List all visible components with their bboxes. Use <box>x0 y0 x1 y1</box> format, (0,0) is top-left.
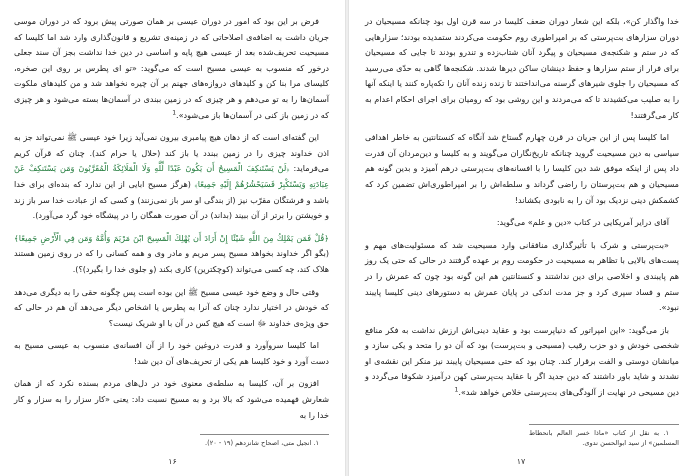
paragraph: این گفته‌ای است که از دهان هیچ پیامبری بیرون نمی‌آید زیرا خود عیسی ﷺ نمی‌تواند جز به اذن خداوند چیزی را در زمین ببندد یا باز کند (حلال یا حرام کند). چنان که قرآن کریم می‌فرماید: ﴿لَنْ يَسْتَنكِفَ الْمَسِيحُ أَن يَكُونَ عَبْدًا لِّلَّهِ وَلَا الْمَلَائِكَةُ الْمُقَرَّبُونَ وَمَن يَسْتَنكِفْ عَنْ عِبَادَتِهِ وَيَسْتَكْبِرْ فَسَيَحْشُرُهُمْ إِلَيْهِ جَمِيعًا﴾ (هرگز مسیح ابایی از این ندارد که بنده‌ای برای خدا باشد و فرشتگان مقرّب نیز (از بندگی او سر باز نمی‌زنند) و کسی که از عبادت خدا سر باز زند و خویشتن را برتر از آن ببیند (بداند) در آن صورت همگان را در پیشگاه خود گرد می‌آورد). <box>14 132 329 221</box>
quran-verse: ﴿قُلْ فَمَن يَمْلِكُ مِنَ اللَّهِ شَيْئًا إِنْ أَرَادَ أَن يُهْلِكَ الْمَسِيحَ ابْنَ مَرْيَمَ وَأُمَّهُ وَمَن فِي الْأَرْضِ جَمِيعًا﴾ <box>14 232 329 243</box>
paragraph: خدا واگذار کن»، بلکه این شعار دوران ضعف کلیسا در سه قرن اول بود چنانکه مسیحیان در دوران سزارهای بت‌پرستی که بر امپراطوری روم حکومت می‌کردند ستمدیده بودند؛ سزارهایی که در ستم و شکنجه‌ی مسیحیان و پیگرد آنان شتاب‌زده و تندرو بودند تا جایی که مسیحیان برای فرار از ستم سزارها و حفظ دینشان ساکن دیرها شدند. شکنجه‌ها گاهی به حدّی می‌رسید که مسیحیان را جلوی شیرهای گرسنه می‌انداختند تا زنده زنده آنان را تکه‌پاره کنند یا اینکه آنها را به صلیب می‌کشیدند تا که می‌مردند و این روشی بود که رومیان برای اجرای احکام اعدام به کار می‌گرفتند! <box>365 16 679 120</box>
paragraph: افزون بر آن، کلیسا به سلطه‌ی معنوی خود در دل‌های مردم بسنده نکرد که از همان شعارش فهمیده می‌شود که بالا برد و به مسیح نسبت داد: یعنی «کار سزار را به سزار و کار خدا را به <box>14 378 329 420</box>
quote-paragraph: «بت‌پرستی و شرک با تأثیرگذاری منافقانی وارد مسیحیت شد که مسئولیت‌های مهم و پست‌های بالایی با تظاهر به مسیحیت در حکومت روم بر عهده گرفتند در حالی که حتی یک روز هم پایبندی و اخلاصی برای دین نداشتند و کنستانتین هم این گونه بود چون که عمرش را در ستم و فساد سپری کرد و جز مدت اندکی در پایان عمرش به دستورهای دینی کلیسا پایبند نبود». <box>365 239 679 313</box>
footnote-ref[interactable]: 1 <box>172 108 177 116</box>
footnote-area <box>529 424 679 448</box>
paragraph: باز می‌گوید: «این امپراتور که دنیاپرست بود و عقاید دینی‌اش ارزش نداشت به فکر منافع شخصی خودش و دو حزب رقیب (مسیحی و بت‌پرست) بود که آن دو را متحد و یکی سازد و میانشان دوستی و الفت برقرار کند. چنان بود که حتی مسیحیان پایبند نیز منکر این نقشه‌ی او نشدند و شاید باور داشتند که دین جدید اگر با عقاید بت‌پرستی کهن درآمیزد شکوفا می‌گردد و دین مسیحی در نهایت از آلودگی‌های بت‌پرستی خلاص خواهد شد».$^1$ <box>365 324 679 398</box>
paragraph: فرض بر این بود که امور در دوران عیسی بر همان صورتی پیش برود که در دوران موسی جریان داشت به اضافه‌ی اصلاحاتی که در زمینه‌ی تشریع و قانون‌گذاری وارد شد اما کلیسا که مسیحیت تحریف‌شده بعد از عیسی هیچ پایه و اساسی در دین خدا نداشت بجز آن سند جعلی درخور که منسوب به عیسی مسیح است که می‌گوید: «تو ای پطرس بر روی این صخره، کلیسای مرا بنا کن و کلیدهای دروازه‌های جهنم بر آن چیره نخواهد شد و من کلیدهای ملکوت آسمان‌ها را به تو می‌دهم و هر چیزی که در زمین ببندی در آسمان‌ها بسته می‌شود و هر چیزی که در زمین باز کنی در آسمان‌ها باز می‌شود».$^1$ <box>14 16 329 120</box>
footnote-ref[interactable]: 1 <box>454 386 459 394</box>
right-page <box>349 0 693 476</box>
page-number: ۱۷ <box>516 457 526 466</box>
paragraph: وقتی حال و وضع خود عیسی مسیح ﷺ این بوده است پس چگونه حقی را به دیگری می‌دهد که خودش در اختیار ندارد چنان که آنرا به پطرس یا اشخاص دیگر می‌دهد آن هم در حالی که حق ویژه‌ی خداوند ﷻ است که هیچ کس در آن با او شریک نیست؟ <box>14 286 329 328</box>
left-page <box>0 0 345 476</box>
paragraph: آقای درایر آمریکایی در کتاب «دین و علم» می‌گوید: <box>496 217 669 228</box>
paragraph: ﴿قُلْ فَمَن يَمْلِكُ مِنَ اللَّهِ شَيْئًا إِنْ أَرَادَ أَن يُهْلِكَ الْمَسِيحَ ابْنَ مَرْيَمَ وَأُمَّهُ وَمَن فِي الْأَرْضِ جَمِيعًا﴾ (بگو اگر خداوند بخواهد مسیح پسر مریم و مادر وی و همه کسانی را که در روی زمین هستند هلاک کند، چه کسی می‌تواند (کوچکترین) کاری بکند (و جلوی خدا را بگیرد)؟). <box>14 232 329 274</box>
footnote: ۱. انجیل متی، اصحاح شانزدهم (۱۹ - ۲۰). <box>205 439 319 447</box>
page-number: ۱۶ <box>168 457 177 466</box>
footnote: ۱. به نقل از کتاب «ماذا خسر العالم بانحطاط المسلمین» از سید ابوالحسن ندوی. <box>529 429 679 447</box>
quran-verse: ﴿لَنْ يَسْتَنكِفَ الْمَسِيحُ أَن يَكُونَ عَبْدًا لِّلَّهِ وَلَا الْمَلَائِكَةُ الْمُقَرَّبُونَ وَمَن يَسْتَنكِفْ عَنْ عِبَادَتِهِ وَيَسْتَكْبِرْ فَسَيَحْشُرُهُمْ إِلَيْهِ جَمِيعًا﴾ <box>14 163 329 189</box>
paragraph: اما کلیسا سروآورد و قدرت دروغین خود را از آن افسانه‌ی منسوب به عیسی مسیح به دست آورد و خود کلیسا هم یکی از تحریف‌های آن دین شد! <box>14 340 329 366</box>
footnote-area <box>200 434 329 448</box>
paragraph: اما کلیسا پس از این جریان در قرن چهارم گستاخ شد آنگاه که کنستانتین به خاطر اهدافی سیاسی به دین مسیحیت گروید چنانکه تاریخ‌نگاران می‌گویند و به کلیسا و دین‌مردان آن قدرت داد پس از اینکه موفق شد دین کلیسا را با افسانه‌های بت‌پرستی درهم آمیزد و بدین گونه هم مسیحیان و هم بت‌پرستان را راضی گرداند و سلطه‌اش را بر امپراطوری‌اش تضمین کرد که کشمکش دینی نزدیک بود آن را به نابودی بکشاند! <box>365 132 679 205</box>
